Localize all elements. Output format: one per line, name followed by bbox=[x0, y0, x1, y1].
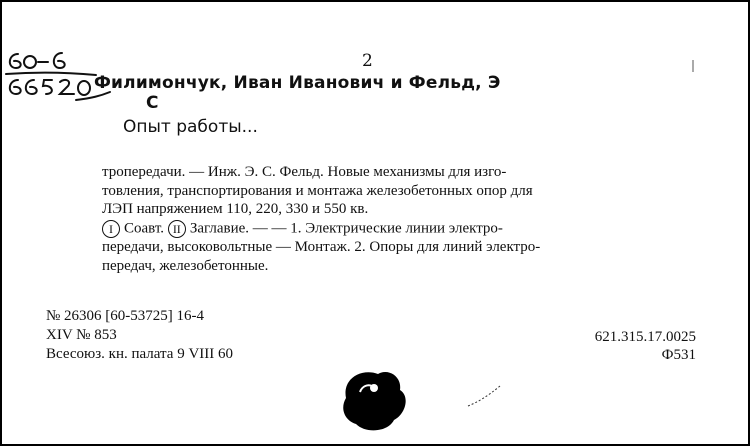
body-line: тропередачи. — Инж. Э. С. Фельд. Новые механизмы для изго- bbox=[102, 164, 507, 180]
body-line: ЛЭП напряжением 110, 220, 330 и 550 кв. bbox=[102, 201, 369, 217]
card-title: Опыт работы... bbox=[123, 117, 258, 137]
roman-marker: II bbox=[168, 220, 186, 238]
tracing-line bbox=[102, 220, 503, 238]
publisher-date: Всесоюз. кн. палата 9 VIII 60 bbox=[46, 346, 234, 362]
tracing-line: передач, железобетонные. bbox=[102, 258, 269, 274]
accession-number: № 26306 [60-53725] 16-4 bbox=[46, 308, 205, 324]
series-number: XIV № 853 bbox=[46, 327, 117, 343]
card-heading: Филимончук, Иван Иванович и Фельд, Э bbox=[94, 73, 501, 93]
tracing-item: Соавт. bbox=[124, 220, 165, 237]
edge-tick-mark bbox=[691, 57, 695, 76]
classification-code: 621.315.17.0025 bbox=[594, 329, 696, 345]
shelf-code: Ф531 bbox=[661, 347, 696, 363]
tracing-item: Заглавие. — — 1. Электрические линии электро- bbox=[189, 220, 503, 237]
pencil-scratch bbox=[466, 380, 506, 414]
tracing-line: передачи, высоковольтные — Монтаж. 2. Опоры для линий электро- bbox=[102, 239, 541, 255]
roman-marker: I bbox=[102, 220, 120, 238]
card-number: 2 bbox=[362, 51, 373, 71]
card-heading-initial: С bbox=[146, 93, 159, 113]
ink-blot bbox=[338, 364, 418, 438]
body-line: товления, транспортирования и монтажа железобетонных опор для bbox=[102, 183, 533, 199]
